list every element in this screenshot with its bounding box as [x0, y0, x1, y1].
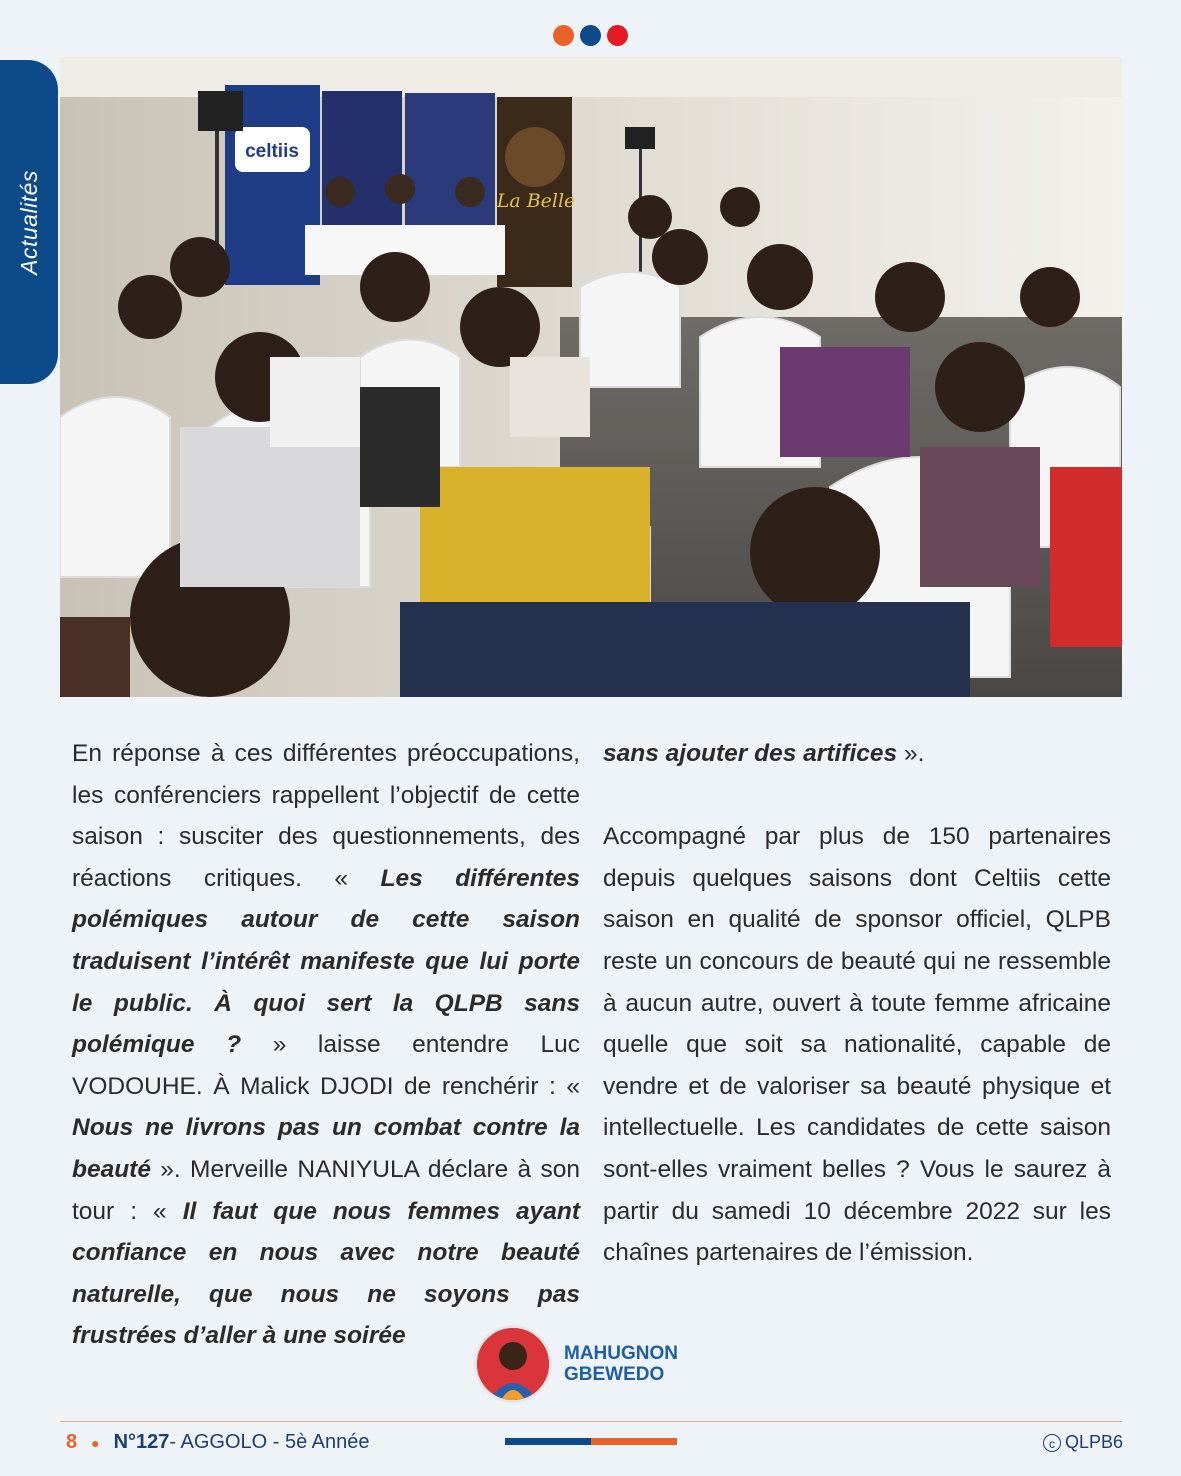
page-number: 8 — [66, 1431, 78, 1453]
footer-bar-blue — [505, 1438, 591, 1445]
left-run-4: ». Merveille NANIYULA déclare à son tour : « — [72, 1155, 580, 1225]
orange-dot — [553, 25, 574, 46]
footer-color-bar — [505, 1438, 677, 1445]
footer-divider — [60, 1421, 1122, 1422]
footer-info — [66, 1431, 370, 1454]
publication-name: - AGGOLO - 5è Année — [169, 1431, 370, 1453]
header-dots — [553, 25, 628, 46]
right-lead-run-0: sans ajouter des artifices — [603, 740, 898, 767]
left-run-3: Nous ne livrons pas un combat contre la beauté — [72, 1114, 580, 1183]
blue-dot — [580, 25, 601, 46]
author-first-name: MAHUGNON — [564, 1343, 678, 1364]
banner-brand: celtiis — [245, 141, 299, 162]
right-lead-paragraph — [603, 733, 1111, 775]
article-right-column — [603, 733, 1111, 1274]
press-conference-photo — [60, 57, 1122, 697]
left-run-1: Les différentes polémiques autour de cette saison traduisent l’intérêt manifeste que lui porte le public. À quoi sert la QLPB sans polémique ? — [72, 864, 580, 1059]
copyright-icon: c — [1043, 1434, 1061, 1452]
copyright-text: QLPB6 — [1064, 1432, 1123, 1452]
author-credit — [474, 1325, 678, 1403]
footer-bar-orange — [591, 1438, 677, 1445]
red-dot — [607, 25, 628, 46]
right-body-paragraph: Accompagné par plus de 150 partenaires depuis quelques saisons dont Celtiis cette saison en qualité de sponsor officiel, QLPB reste un concours de beauté qui ne ressemble à aucun autre, ouvert à toute femme africaine quelle que soit sa nationalité, capable de vendre et de valoriser sa beauté physique et intellectuelle. Les candidates de cette saison sont-elles vraiment belles ? Vous le saurez à partir du samedi 10 décembre 2022 sur les chaînes partenaires de l’émission. — [603, 823, 1111, 1267]
section-label: Actualités — [15, 169, 42, 275]
poster-title: La Belle — [496, 190, 576, 212]
right-lead-run-1: ». — [897, 740, 925, 767]
left-run-0: En réponse à ces différentes préoccupations, les conférenciers rappellent l’objectif de cette saison : susciter des questionnements, des réactions critiques. « — [72, 740, 580, 892]
left-run-2: » laisse entendre Luc VODOUHE. À Malick DJODI de renchérir : « — [72, 1031, 580, 1100]
author-avatar — [474, 1325, 552, 1403]
article-left-column — [72, 733, 580, 1357]
left-run-5: Il faut que nous femmes ayant confiance en nous avec notre beauté naturelle, que nous ne soyons pas frustrées d’aller à une soirée — [72, 1197, 580, 1350]
left-paragraph — [72, 733, 580, 1357]
bullet-icon: ● — [91, 1434, 100, 1451]
issue-number: N°127 — [113, 1431, 170, 1453]
section-tab — [0, 60, 58, 384]
footer-copyright — [1043, 1432, 1123, 1453]
author-name — [564, 1343, 678, 1385]
author-last-name: GBEWEDO — [564, 1364, 665, 1385]
